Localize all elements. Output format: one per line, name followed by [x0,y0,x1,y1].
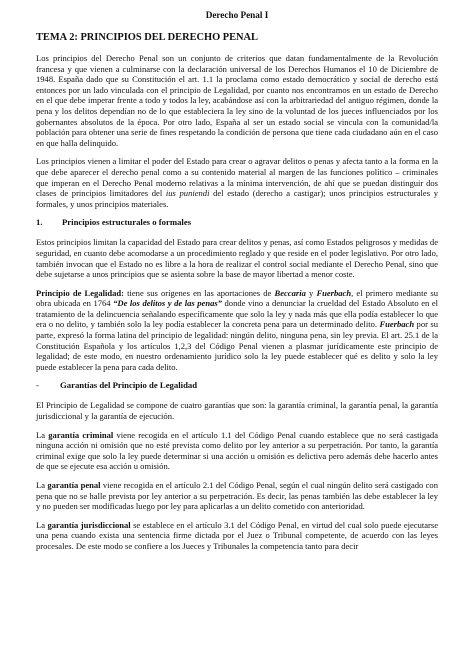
section-label: Principios estructurales o formales [62,217,192,228]
intro-paragraph: Los principios del Derecho Penal son un conjunto de criterios que datan fundamentalmente de la Revolución francesa y que vienen a culminarse con la declaración universal de los Derechos Humanos el 10 de Diciembre de 1948. España dado que su Constitución el art. 1.1 la proclama como estado democrático y social de derecho está entonces por un lado vinculada con el principio de Legalidad, por cuanto nos encontramos en un estado de Derecho en el que debe imperar frente a todo y todos la ley, acabándose así con la arbitrariedad del antiguo régimen, donde la pena y los delitos dependían no de lo que estableciera la ley sino de la voluntad de los jueces influenciados por los gobernantes absolutos de la época. Por otro lado, España al ser un estado social se vincula con la comunidad/la población para obtener una serie de fines respetando la condición de persona que tiene cada ciudadano aún en el caso en que halla delinquido. [36,53,438,148]
page-header: Derecho Penal I [205,10,269,20]
fuerbach-name: Fuerbach [316,287,352,298]
beccaria-name: Beccaria [274,287,306,298]
legality-principle-paragraph: Principio de Legalidad: tiene sus orígenes en las aportaciones de Beccaria y Fuerbach, el primero mediante su obra ubicada en 1764 “De los delitos y de las penas” donde vino a denunciar la crueldad del Estado Absoluto en el tratamiento de la delincuencia señalando específicamente que solo la ley y nada más que ella podía establecer lo que era o no delito, y también solo la ley podía establecer la concreta pena para un determinado delito. Fuerbach por su parte, expresó la forma latina del principio de legalidad: ningún delito, ninguna pena, sin ley previa. El art. 25.1 de la Constitución Española y los artículos 1,2,3 del Código Penal vienen a plasmar jurídicamente este principio de legalidad; de este modo, en nuestro ordenamiento jurídico solo la ley puede establecer qué es delito y solo la ley puede establecer la pena para cada delito. [36,287,438,372]
page-title: TEMA 2: PRINCIPIOS DEL DERECHO PENAL [36,32,258,43]
section-heading-2 [36,380,438,390]
section-heading-1 [36,217,438,227]
structural-principles-paragraph: Estos principios limitan la capacidad del Estado para crear delitos y penas, así como Estados peligrosos y medidas de seguridad, en cuanto debe acomodarse a un procedimiento reglado y que reside en el poder legislativo. Por otro lado, también invocan que el Estado no es libre a la hora de realizar el control social mediante el Derecho Penal, sino que debe sujetarse a unos principios que se asienta sobre la base de mayor libertad a menor coste. [36,237,438,280]
jurisdictional-guarantee-paragraph: La garantía jurisdiccional se establece en el artículo 3.1 del Código Penal, en virtud del cual solo puede ejecutarse una pena cuando exista una sentencia firme dictada por el Juez o Tribunal competente, de acuerdo con las leyes procesales. De este modo se confiere a los Jueces y Tribunales la competencia tanto para decir [36,519,438,551]
jurisdictional-guarantee-term: garantía jurisdiccional [47,519,131,530]
criminal-guarantee-term: garantía criminal [48,429,114,440]
penal-guarantee-paragraph: La garantía penal viene recogida en el artículo 2.1 del Código Penal, según el cual ningún delito será castigado con pena que no se halle prevista por ley anterior a su perpetración. Es decir, las penas también las debe establecer la ley y no pueden ser modificadas luego por ley para aplicarlas a un delito cometido con anterioridad. [36,480,438,512]
guarantees-paragraph: El Principio de Legalidad se compone de cuatro garantías que son: la garantía criminal, la garantía penal, la garantía jurisdiccional y la garantía de ejecución. [36,400,438,422]
ius-puniendi-term: ius puniendi [165,188,210,199]
section-number: 1. [36,217,43,228]
fuerbach-name-2: Fuerbach [379,319,415,330]
section-label-2: Garantías del Principio de Legalidad [60,380,198,391]
book-title: “De los delitos y de las penas” [113,298,222,309]
criminal-guarantee-paragraph: La garantía criminal viene recogida en el artículo 1.1 del Código Penal cuando establece que no será castigada ninguna acción ni omisión que no esté prevista como delito por ley anterior a su perpetración. Por tanto, la garantía criminal exige que solo la ley puede determinar si una acción u omisión es delictiva pero además debe hacerlo antes de que se ejecute esa acción u omisión. [36,429,439,472]
penal-guarantee-term: garantía penal [47,480,101,490]
section-dash: - [36,380,39,391]
principles-paragraph: Los principios vienen a limitar el poder del Estado para crear o agravar delitos o penas y afecta tanto a la forma en la que debe aparecer el derecho penal como a su contenido material al margen de las funciones político – criminales que imperan en el Derecho Penal moderno relativas a la mínima intervención, de ahí que se puedan distinguir dos clases de principios limitadores del ius puniendi del estado (derecho a castigar); unos principios estructurales y formales, y unos principios materiales. [36,156,438,209]
legality-lead: Principio de Legalidad: [36,287,124,298]
